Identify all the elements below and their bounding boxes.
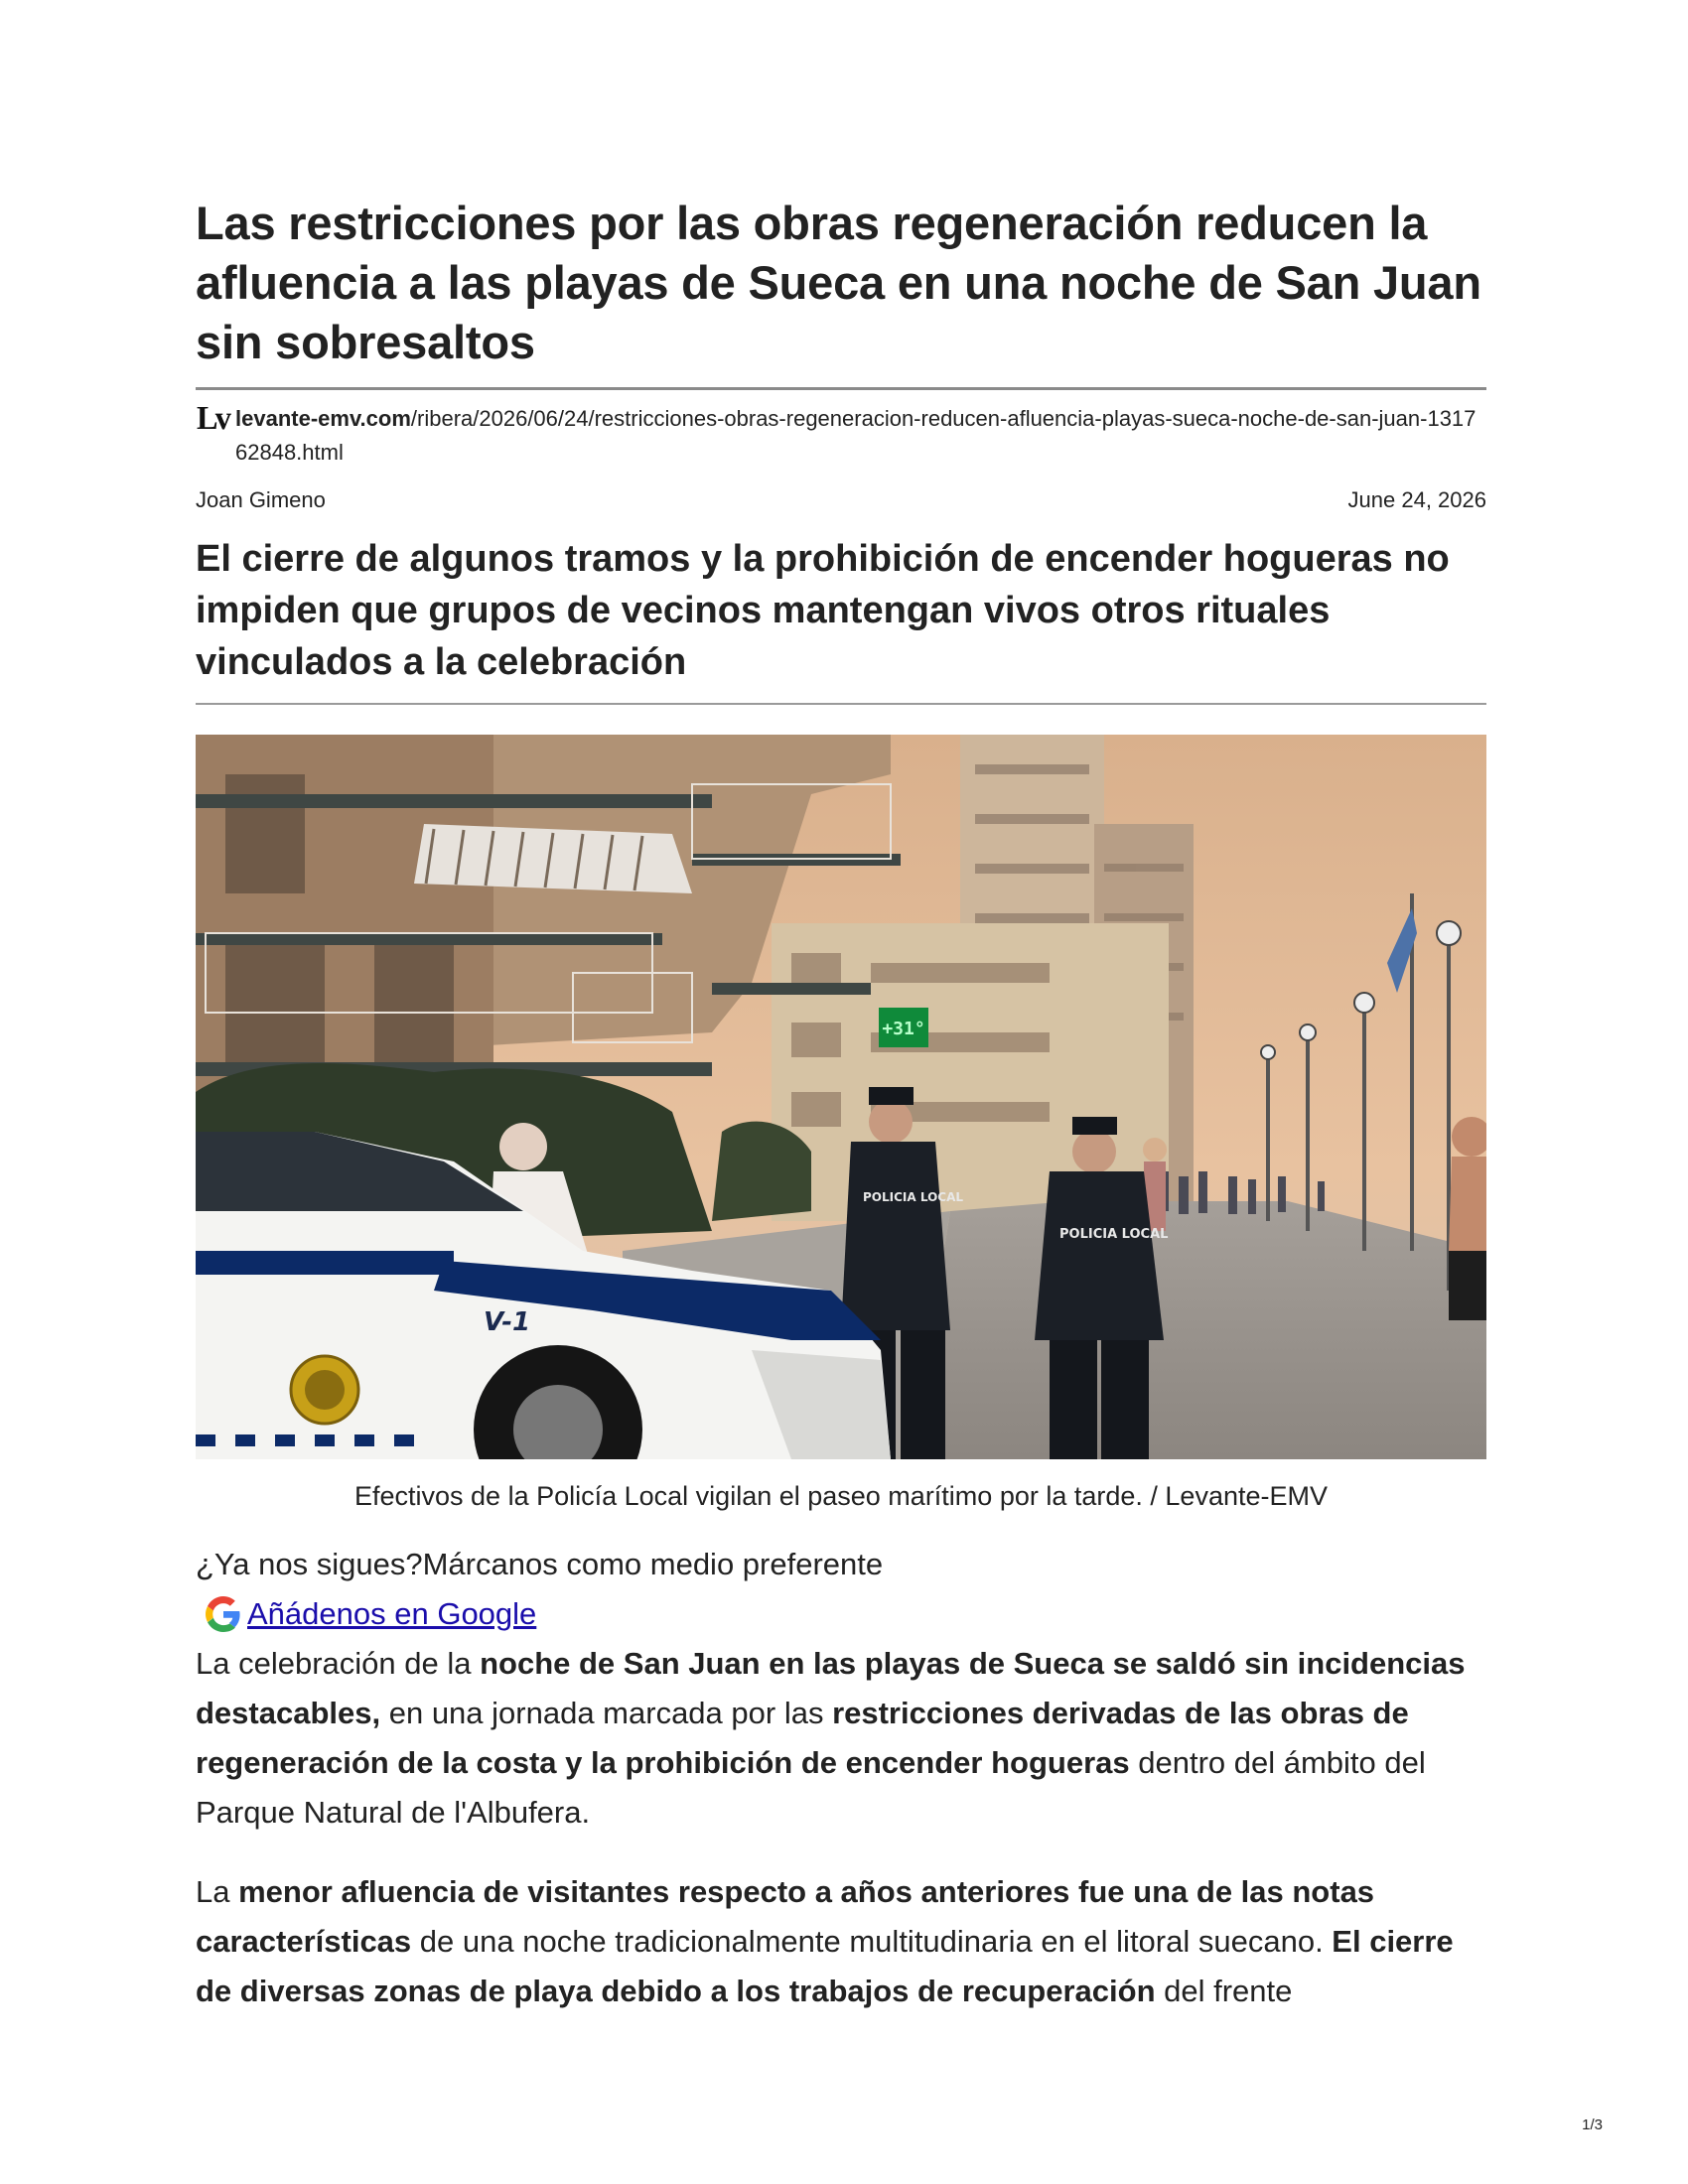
- vest-label-2: POLICIA LOCAL: [1059, 1227, 1169, 1242]
- follow-prompt: ¿Ya nos sigues?Márcanos como medio preferente: [196, 1547, 884, 1581]
- source-path: /ribera/2026/06/24/restricciones-obras-regeneracion-reducen-afluencia-playas-sueca-noche-de-san-juan-131762848.html: [235, 406, 1477, 465]
- source-domain: levante-emv.com: [235, 406, 411, 431]
- page-number: 1/3: [1582, 2116, 1603, 2133]
- add-to-google-link[interactable]: Añádenos en Google: [247, 1596, 537, 1631]
- p2-text-2: de una noche tradicionalmente multitudinaria en el litoral suecano.: [411, 1924, 1333, 1959]
- p1-bold-1: noche de San Juan en las playas de Sueca se saldó sin incidencias destacables,: [196, 1646, 1466, 1730]
- car-unit-label: V-1: [484, 1307, 531, 1337]
- p2-bold-1: menor afluencia de visitantes respecto a años anteriores fue una de las notas características: [196, 1874, 1375, 1959]
- article-photo: [196, 735, 1486, 1459]
- subhead-divider: [196, 703, 1486, 705]
- article-meta: [196, 487, 1486, 513]
- article-subhead: El cierre de algunos tramos y la prohibición de encender hogueras no impiden que grupos de vecinos mantengan vivos otros rituales vinculados a la celebración: [196, 538, 1450, 683]
- headline-divider: [196, 387, 1486, 390]
- pharmacy-sign-text: +31°: [882, 1019, 925, 1039]
- body-paragraph-1: [196, 1639, 1486, 1838]
- levante-logo: Lv: [197, 400, 229, 437]
- google-icon: [206, 1596, 241, 1632]
- vest-label-1: POLICIA LOCAL: [863, 1190, 964, 1204]
- p1-text-2: en una jornada marcada por las: [380, 1696, 833, 1730]
- p2-text-1: La: [196, 1874, 239, 1909]
- p1-text-3: dentro del ámbito del Parque Natural de l'Albufera.: [196, 1745, 1426, 1830]
- p2-text-3: del frente: [1155, 1974, 1293, 2008]
- publish-date: June 24, 2026: [1347, 487, 1486, 512]
- p1-text-1: La celebración de la: [196, 1646, 481, 1681]
- article-page: [196, 194, 1486, 2016]
- photo-caption: Efectivos de la Policía Local vigilan el paseo marítimo por la tarde. / Levante-EMV: [354, 1481, 1328, 1511]
- body-paragraph-2: [196, 1867, 1486, 2016]
- source-line: [196, 402, 1486, 470]
- p2-bold-2: El cierre de diversas zonas de playa debido a los trabajos de recuperación: [196, 1924, 1454, 2008]
- google-follow-row: [196, 1589, 1486, 1639]
- article-headline: Las restricciones por las obras regeneración reducen la afluencia a las playas de Sueca en una noche de San Juan sin sobresaltos: [196, 197, 1481, 368]
- p1-bold-2: restricciones derivadas de las obras de regeneración de la costa y la prohibición de encender hogueras: [196, 1696, 1409, 1780]
- author: Joan Gimeno: [196, 487, 326, 512]
- photo-illustration: [196, 735, 1486, 1459]
- source-url[interactable]: [235, 402, 1486, 470]
